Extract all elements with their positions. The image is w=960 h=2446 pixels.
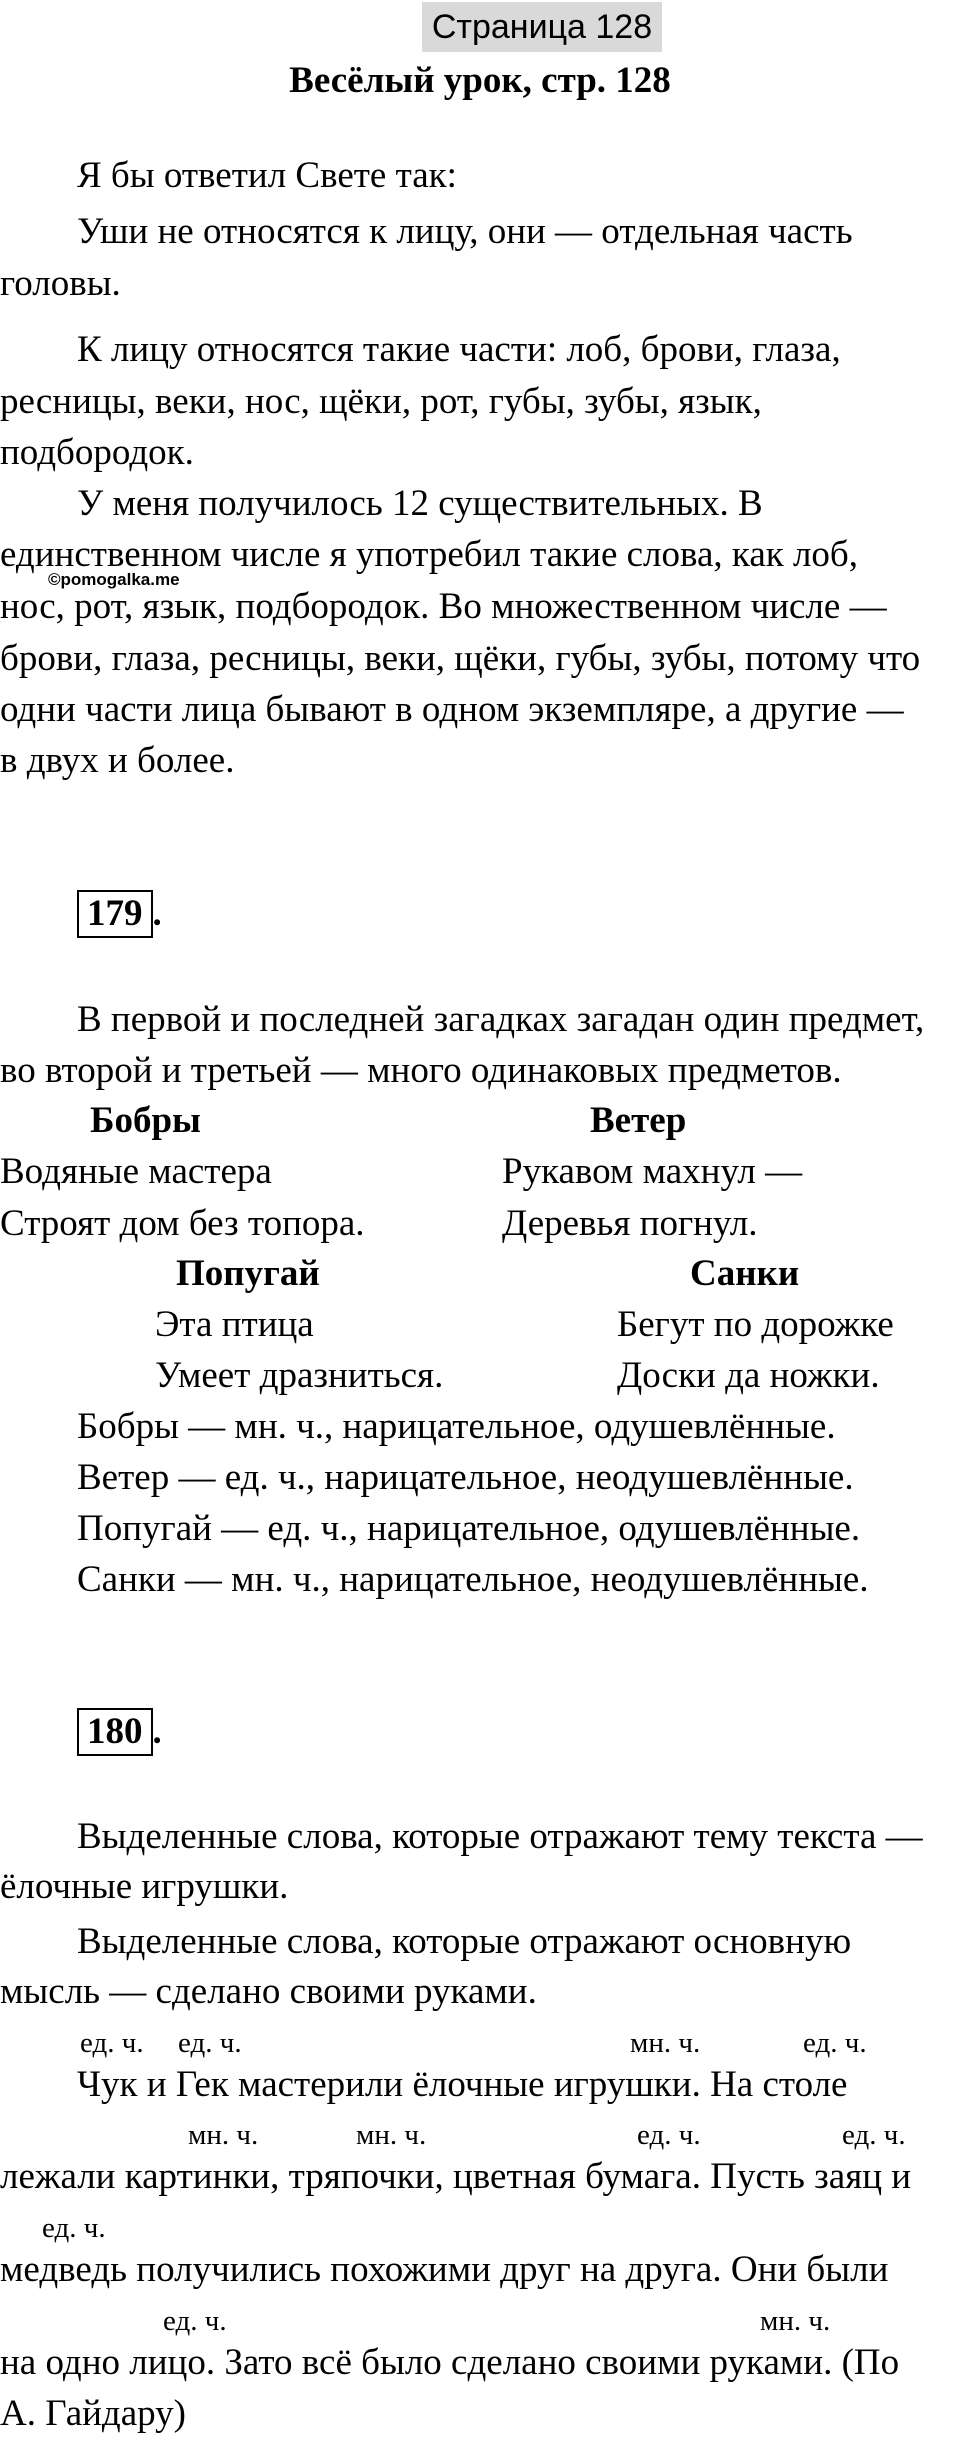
page-label: Страница 128	[422, 2, 662, 52]
ex180-text-line: на одно лицо. Зато всё было сделано своими руками. (По	[0, 2342, 900, 2383]
ex180-text-line: лежали картинки, тряпочки, цветная бумага. Пусть заяц и	[0, 2156, 912, 2197]
ex179-answer: Санки — мн. ч., нарицательное, неодушевлённые.	[77, 1559, 869, 1600]
annotation: мн. ч.	[188, 2119, 259, 2151]
riddle-line: Эта птица	[155, 1304, 314, 1345]
riddle-line: Водяные мастера	[0, 1151, 272, 1192]
riddle-line: Бегут по дорожке	[617, 1304, 894, 1345]
ex180-text-line: Чук и Гек мастерили ёлочные игрушки. На столе	[77, 2064, 848, 2105]
intro-line: Я бы ответил Свете так:	[77, 155, 457, 196]
intro-line: нос, рот, язык, подбородок. Во множественном числе —	[0, 586, 887, 627]
intro-line: К лицу относятся такие части: лоб, брови, глаза,	[77, 329, 841, 370]
annotation: ед. ч.	[178, 2027, 242, 2059]
ex180-line: Выделенные слова, которые отражают тему текста —	[77, 1816, 923, 1857]
annotation: ед. ч.	[842, 2119, 906, 2151]
intro-line: подбородок.	[0, 432, 194, 473]
ex179-intro-line: В первой и последней загадках загадан один предмет,	[77, 999, 925, 1040]
intro-line: в двух и более.	[0, 740, 235, 781]
intro-line: ресницы, веки, нос, щёки, рот, губы, зубы, язык,	[0, 381, 762, 422]
intro-line: Уши не относятся к лицу, они — отдельная часть	[77, 211, 853, 252]
ex180-text-line: медведь получились похожими друг на друга. Они были	[0, 2249, 889, 2290]
annotation: мн. ч.	[630, 2027, 701, 2059]
intro-line: единственном числе я употребил такие слова, как лоб,	[0, 534, 859, 575]
ex180-text-line: А. Гайдару)	[0, 2393, 186, 2434]
exercise-number-180: 180 .	[77, 1708, 162, 1756]
ex179-intro-line: во второй и третьей — много одинаковых предметов.	[0, 1050, 842, 1091]
intro-line: головы.	[0, 263, 121, 304]
ex180-line: мысль — сделано своими руками.	[0, 1971, 537, 2012]
annotation: ед. ч.	[42, 2212, 106, 2244]
annotation: мн. ч.	[356, 2119, 427, 2151]
riddle-line: Рукавом махнул —	[502, 1151, 803, 1192]
exercise-number-box: 180	[77, 1708, 153, 1756]
annotation: ед. ч.	[637, 2119, 701, 2151]
annotation: мн. ч.	[760, 2305, 831, 2337]
riddle-title-sanki: Санки	[690, 1253, 800, 1294]
riddle-line: Доски да ножки.	[617, 1355, 880, 1396]
exercise-number-box: 179	[77, 890, 153, 938]
riddle-title-bobry: Бобры	[90, 1100, 201, 1141]
annotation: ед. ч.	[803, 2027, 867, 2059]
ex180-line: ёлочные игрушки.	[0, 1866, 289, 1907]
watermark: ©pomogalka.me	[48, 570, 180, 589]
intro-line: брови, глаза, ресницы, веки, щёки, губы, зубы, потому что	[0, 638, 921, 679]
riddle-line: Умеет дразниться.	[155, 1355, 444, 1396]
riddle-line: Деревья погнул.	[502, 1203, 758, 1244]
annotation: ед. ч.	[80, 2027, 144, 2059]
annotation: ед. ч.	[163, 2305, 227, 2337]
riddle-line: Строят дом без топора.	[0, 1203, 365, 1244]
ex179-answer: Попугай — ед. ч., нарицательное, одушевлённые.	[77, 1508, 861, 1549]
riddle-title-veter: Ветер	[590, 1100, 687, 1141]
ex179-answer: Ветер — ед. ч., нарицательное, неодушевлённые.	[77, 1457, 854, 1498]
intro-line: У меня получилось 12 существительных. В	[77, 483, 763, 524]
intro-line: одни части лица бывают в одном экземпляре, а другие —	[0, 689, 904, 730]
ex179-answer: Бобры — мн. ч., нарицательное, одушевлённые.	[77, 1406, 836, 1447]
ex180-line: Выделенные слова, которые отражают основную	[77, 1921, 852, 1962]
page-subtitle: Весёлый урок, стр. 128	[289, 60, 671, 101]
riddle-title-popugay: Попугай	[176, 1253, 320, 1294]
exercise-number-179: 179 .	[77, 890, 162, 938]
